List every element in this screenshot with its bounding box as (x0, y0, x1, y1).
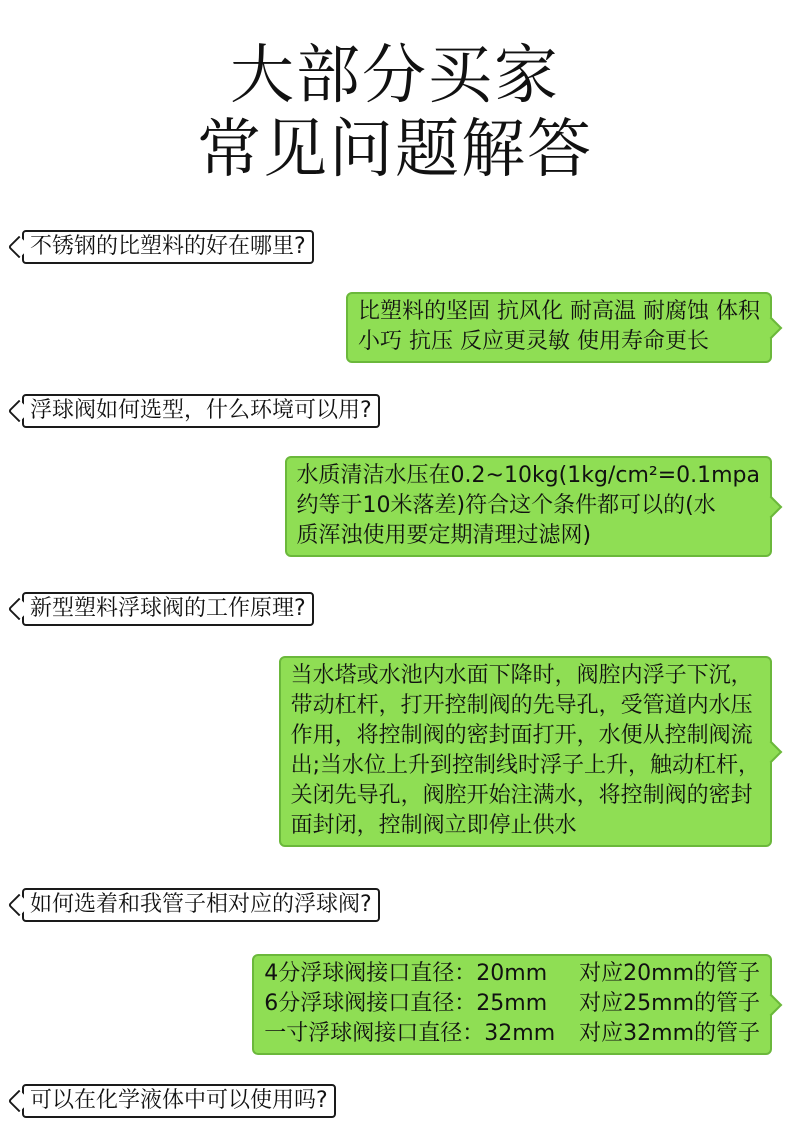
answer-line: 面封闭，控制阀立即停止供水 (290, 813, 577, 838)
answer-line: 小巧 抗压 反应更灵敏 使用寿命更长 (358, 329, 709, 354)
question-bubble: 不锈钢的比塑料的好在哪里? (22, 230, 314, 264)
answer-line: 比塑料的坚固 抗风化 耐高温 耐腐蚀 体积 (358, 299, 760, 324)
pipe-cell: 对应32mm的管子 (579, 1021, 760, 1046)
answer-line: 出;当水位上升到控制线时浮子上升，触动杠杆， (290, 753, 760, 778)
answer-line: 作用，将控制阀的密封面打开，水便从控制阀流 (290, 723, 753, 748)
answer-line: 关闭先导孔，阀腔开始注满水，将控制阀的密封 (290, 783, 753, 808)
spec-cell: 6分浮球阀接口直径：25mm (264, 991, 548, 1016)
answer-bubble (285, 456, 772, 557)
pipe-cell: 对应20mm的管子 (579, 961, 760, 986)
question-bubble: 可以在化学液体中可以使用吗? (22, 1084, 336, 1118)
spec-cell: 一寸浮球阀接口直径：32mm (264, 1021, 556, 1046)
answer-bubble (279, 656, 772, 847)
question-bubble: 新型塑料浮球阀的工作原理? (22, 592, 314, 626)
spec-table (264, 959, 760, 1049)
answer-line: 水质清洁水压在0.2~10kg(1kg/cm²=0.1mpa (296, 463, 760, 488)
answer-line: 约等于10米落差)符合这个条件都可以的(水 (296, 493, 716, 518)
answer-line: 带动杠杆，打开控制阀的先导孔，受管道内水压 (290, 693, 753, 718)
pipe-cell: 对应25mm的管子 (579, 991, 760, 1016)
answer-bubble (346, 292, 772, 363)
answer-bubble (252, 954, 772, 1055)
spec-cell: 4分浮球阀接口直径：20mm (264, 961, 548, 986)
answer-line: 当水塔或水池内水面下降时，阀腔内浮子下沉， (290, 663, 753, 688)
question-bubble: 浮球阀如何选型，什么环境可以用? (22, 394, 380, 428)
answer-line: 质浑浊使用要定期清理过滤网) (296, 523, 592, 548)
page-title-line-2: 常见问题解答 (197, 113, 593, 187)
question-bubble: 如何选着和我管子相对应的浮球阀? (22, 888, 380, 922)
page-title-line-1: 大部分买家 (230, 39, 560, 113)
